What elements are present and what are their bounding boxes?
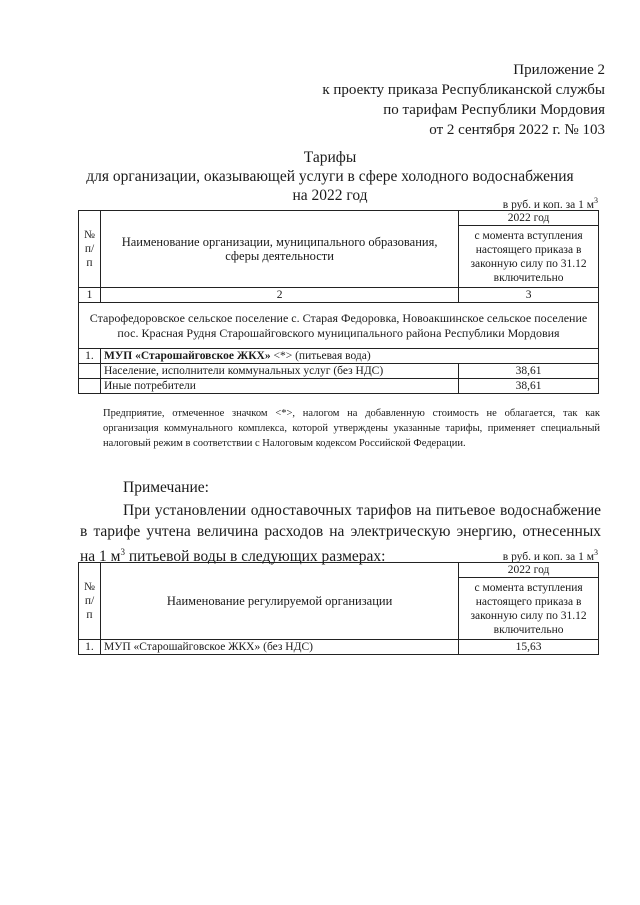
index-cell: 3 [459, 288, 599, 303]
title-line: на 2022 год [292, 187, 368, 204]
col-header-name: Наименование регулируемой организации [100, 563, 458, 640]
org-name: МУП «Старошайговское ЖКХ» [103, 350, 271, 362]
row-value: 15,63 [459, 640, 599, 655]
tariff-table [78, 210, 599, 394]
tariff-row-value: 38,61 [459, 379, 599, 394]
appendix-label: Приложение 2 [513, 62, 605, 78]
col-header-num: № п/п [79, 211, 101, 288]
municipality-row: Старофедоровское сельское поселение с. Старая Федоровка, Новоакшинское сельское поселение пос. Красная Рудня Старошайговского муниципального района Республики Мордовия [79, 303, 599, 349]
row-label: МУП «Старошайговское ЖКХ» (без НДС) [100, 640, 458, 655]
index-cell: 2 [100, 288, 458, 303]
table1-units: в руб. и коп. за 1 $м^3$ [502, 196, 598, 211]
note-title: Примечание: [123, 479, 209, 496]
table2-units: в руб. и коп. за 1 $м^3$ [502, 548, 598, 563]
tariff-row-value: 38,61 [459, 364, 599, 379]
appendix-date-line: от 2 сентября 2022 г. № 103 [429, 122, 605, 138]
tariff-row-label: Иные потребители [100, 379, 458, 394]
col-header-period: с момента вступления настоящего приказа в законную силу по 31.12 включительно [459, 226, 599, 288]
tariff-row-label: Население, исполнители коммунальных услуг (без НДС) [100, 364, 458, 379]
footnote-text: Предприятие, отмеченное значком <*>, налогом на добавленную стоимость не облагается, так как организация коммунального комплекса, которой утверждены указанные тарифы, применяет специальный налоговый режим в соответствии с Налоговым кодексом Российской Федерации. [103, 408, 600, 449]
col-header-num: № п/ п [79, 563, 101, 640]
appendix-header [322, 60, 605, 140]
col-header-year: 2022 год [459, 563, 599, 578]
title-line: Тарифы [303, 149, 357, 166]
appendix-ref-line: к проекту приказа Республиканской службы [322, 82, 605, 98]
note-text: При установлении одноставочных тарифов на питьевое водоснабжение в тарифе учтена величина расходов на электрическую энергию, отнесенных на 1 $м^3$ питьевой воды в следующих размерах: [80, 502, 601, 566]
org-name-row [100, 349, 598, 364]
footnote [103, 406, 600, 451]
appendix-ref-line: по тарифам Республики Мордовия [383, 102, 605, 118]
col-header-name: Наименование организации, муниципального образования, сферы деятельности [100, 211, 458, 288]
org-num-cell: 1. [79, 349, 101, 364]
index-cell: 1 [79, 288, 101, 303]
electricity-table [78, 562, 599, 655]
col-header-period: с момента вступления настоящего приказа в законную силу по 31.12 включительно [459, 578, 599, 640]
row-num-cell: 1. [79, 640, 101, 655]
col-header-year: 2022 год [459, 211, 599, 226]
title-line: для организации, оказывающей услуги в сфере холодного водоснабжения [86, 168, 574, 185]
org-suffix: <*> (питьевая вода) [270, 350, 371, 362]
